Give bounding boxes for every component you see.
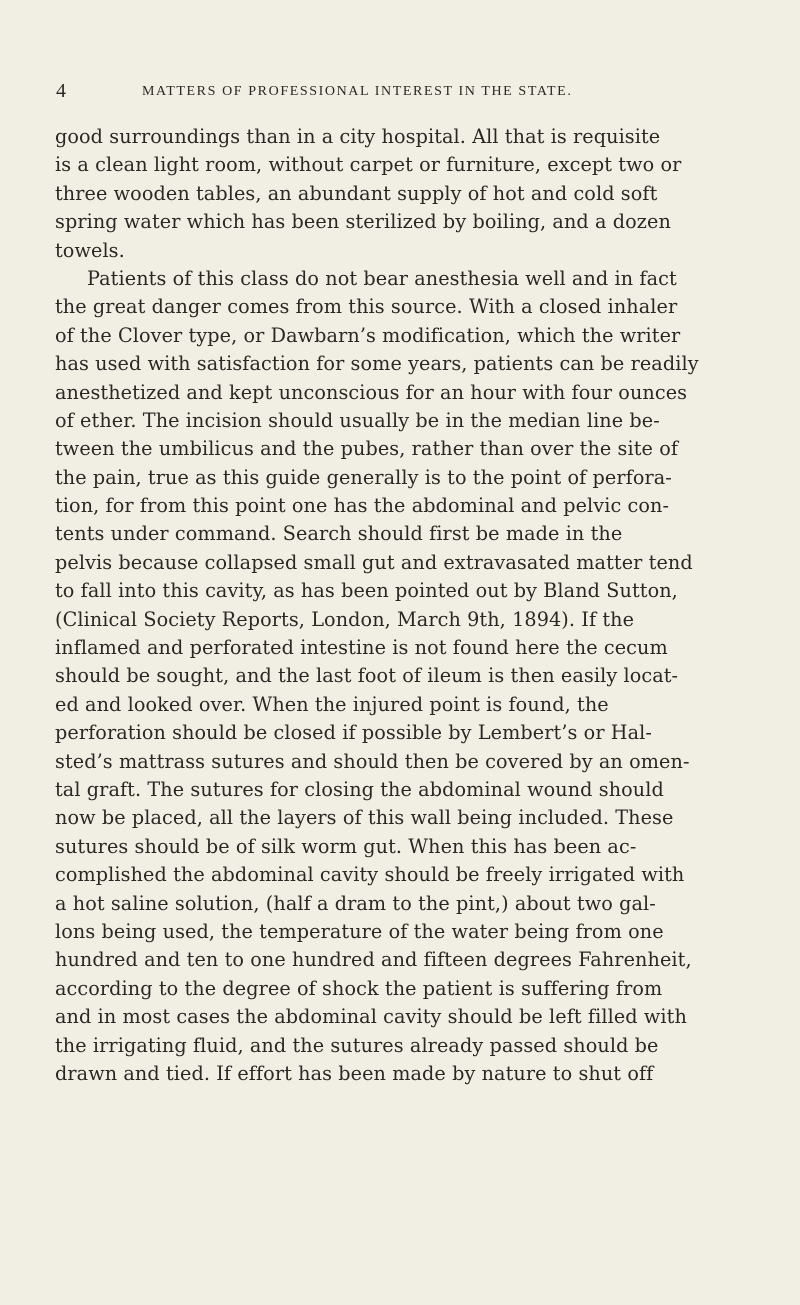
text-line: inflamed and perforated intestine is not found here the cecum xyxy=(55,636,668,660)
text-line: drawn and tied. If effort has been made by nature to shut off xyxy=(55,1061,654,1085)
text-line: the pain, true as this guide generally is to the point of perfora- xyxy=(55,465,672,489)
text-line: tween the umbilicus and the pubes, rather than over the site of xyxy=(55,437,679,461)
text-line: according to the degree of shock the patient is suffering from xyxy=(55,976,663,1000)
page-header xyxy=(56,80,760,104)
text-line: three wooden tables, an abundant supply of hot and cold soft xyxy=(55,181,658,205)
text-line: is a clean light room, without carpet or furniture, except two or xyxy=(55,153,682,177)
text-line: and in most cases the abdominal cavity should be left filled with xyxy=(55,1005,687,1029)
text-line: good surroundings than in a city hospital. All that is requisite xyxy=(55,125,661,148)
text-line: hundred and ten to one hundred and fifteen degrees Fahrenheit, xyxy=(55,948,692,972)
paragraph-1 xyxy=(55,123,771,265)
text-line: spring water which has been sterilized by boiling, and a dozen xyxy=(55,210,671,234)
text-line: perforation should be closed if possible by Lembert’s or Hal- xyxy=(55,721,652,745)
text-line: sutures should be of silk worm gut. When this has been ac- xyxy=(55,834,637,858)
running-head: MATTERS OF PROFESSIONAL INTEREST IN THE STATE. xyxy=(142,84,573,99)
text-line: anesthetized and kept unconscious for an hour with four ounces xyxy=(55,380,688,404)
text-line: sted’s mattrass sutures and should then be covered by an omen- xyxy=(55,749,690,773)
text-line: has used with satisfaction for some years, patients can be readily xyxy=(55,352,699,376)
text-line: (Clinical Society Reports, London, March 9th, 1894). If the xyxy=(55,607,635,631)
text-line: of the Clover type, or Dawbarn’s modification, which the writer xyxy=(55,323,681,347)
text-line: tents under command. Search should first be made in the xyxy=(55,522,623,546)
text-line: complished the abdominal cavity should be freely irrigated with xyxy=(55,863,685,887)
text-line: tal graft. The sutures for closing the abdominal wound should xyxy=(55,777,664,801)
text-line: ed and looked over. When the injured point is found, the xyxy=(55,692,609,716)
text-line: should be sought, and the last foot of ileum is then easily locat- xyxy=(55,664,679,688)
text-line: the great danger comes from this source. With a closed inhaler xyxy=(55,295,678,319)
text-line: of ether. The incision should usually be in the median line be- xyxy=(55,408,660,432)
text-line: now be placed, all the layers of this wall being included. These xyxy=(55,806,674,830)
page-number: 4 xyxy=(56,80,66,102)
text-line: the irrigating fluid, and the sutures already passed should be xyxy=(55,1033,659,1057)
paragraph-2 xyxy=(55,265,771,1088)
text-line: tion, for from this point one has the abdominal and pelvic con- xyxy=(55,494,670,518)
text-line: to fall into this cavity, as has been pointed out by Bland Sutton, xyxy=(55,579,678,603)
text-line: Patients of this class do not bear anesthesia well and in fact xyxy=(87,266,677,290)
text-line: towels. xyxy=(55,238,125,262)
text-line: a hot saline solution, (half a dram to the pint,) about two gal- xyxy=(55,891,656,915)
text-line: lons being used, the temperature of the water being from one xyxy=(55,919,664,943)
body-text xyxy=(55,123,771,1088)
text-line: pelvis because collapsed small gut and extravasated matter tend xyxy=(55,550,693,574)
